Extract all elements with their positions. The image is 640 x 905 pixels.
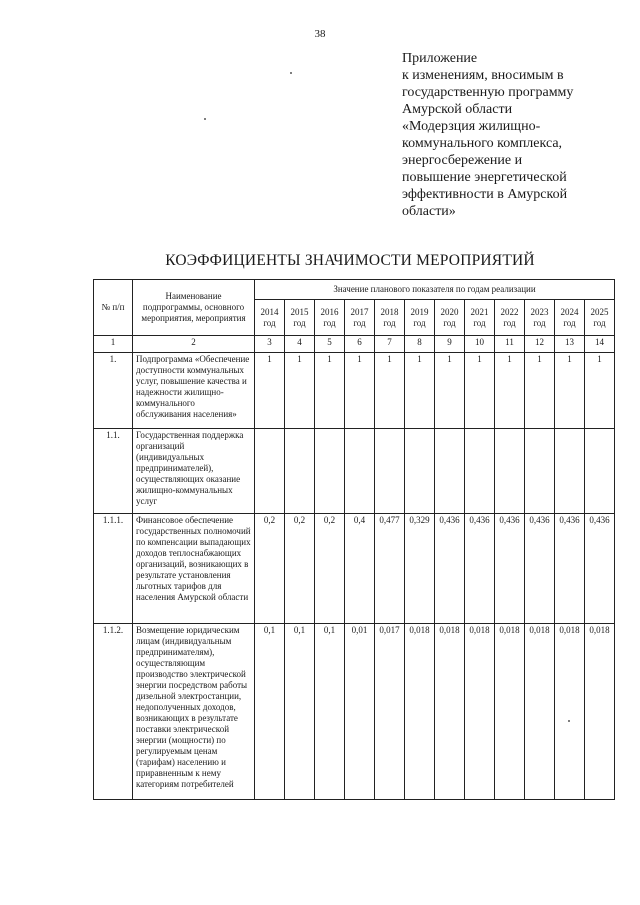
- value-cell: [495, 429, 525, 514]
- value-cell: 0,329: [405, 514, 435, 624]
- value-cell: [285, 429, 315, 514]
- value-cell: 0,1: [255, 624, 285, 800]
- value-cell: 0,436: [525, 514, 555, 624]
- year-header: 2016 год: [315, 300, 345, 336]
- appendix-line: энергосбережение и: [402, 153, 523, 168]
- table-row: [94, 429, 615, 514]
- value-cell: 0,018: [525, 624, 555, 800]
- year-header: 2021 год: [465, 300, 495, 336]
- index-cell: 12: [525, 336, 555, 353]
- value-cell: 0,1: [315, 624, 345, 800]
- table-row: [94, 514, 615, 624]
- value-cell: [375, 429, 405, 514]
- year-header: 2017 год: [345, 300, 375, 336]
- scan-speck: [290, 72, 292, 74]
- year-header: 2014 год: [255, 300, 285, 336]
- row-name: Возмещение юридическим лицам (индивидуальным предпринимателям), осуществляющим производство электрической энергии посредством работы дизельной электростанции, недополученных доходов, возникающих в результате поставки электрической энергии (мощности) по регулируемым ценам (тарифам) населению и приравненным к нему категориям потребителей: [133, 624, 255, 800]
- value-cell: [345, 429, 375, 514]
- value-cell: [405, 429, 435, 514]
- index-cell: 14: [585, 336, 615, 353]
- value-cell: 0,018: [405, 624, 435, 800]
- index-cell: 9: [435, 336, 465, 353]
- value-cell: 1: [375, 353, 405, 429]
- year-header: 2022 год: [495, 300, 525, 336]
- value-cell: 1: [555, 353, 585, 429]
- index-cell: 5: [315, 336, 345, 353]
- value-cell: [525, 429, 555, 514]
- value-cell: [585, 429, 615, 514]
- value-cell: 0,2: [315, 514, 345, 624]
- group-header: Значение планового показателя по годам реализации: [255, 280, 615, 300]
- row-number: 1.1.2.: [94, 624, 133, 800]
- value-cell: 0,2: [255, 514, 285, 624]
- index-cell: 13: [555, 336, 585, 353]
- appendix-block: [402, 50, 622, 220]
- value-cell: 0,018: [465, 624, 495, 800]
- index-cell: 10: [465, 336, 495, 353]
- index-cell: 8: [405, 336, 435, 353]
- value-cell: 1: [525, 353, 555, 429]
- value-cell: 0,01: [345, 624, 375, 800]
- row-name: Финансовое обеспечение государственных полномочий по компенсации выпадающих доходов теплоснабжающих организаций, возникающих в результате установления льготных тарифов для населения Амурской области: [133, 514, 255, 624]
- value-cell: 0,018: [585, 624, 615, 800]
- col-name-header: Наименование подпрограммы, основного мероприятия, мероприятия: [133, 280, 255, 336]
- year-header: 2019 год: [405, 300, 435, 336]
- value-cell: 0,018: [435, 624, 465, 800]
- index-cell: 7: [375, 336, 405, 353]
- value-cell: 0,018: [555, 624, 585, 800]
- value-cell: 1: [345, 353, 375, 429]
- appendix-line: «Модерзция жилищно-: [402, 119, 541, 134]
- col-num-header: № п/п: [94, 280, 133, 336]
- year-header: 2015 год: [285, 300, 315, 336]
- index-cell: 4: [285, 336, 315, 353]
- index-cell: 11: [495, 336, 525, 353]
- row-number: 1.1.1.: [94, 514, 133, 624]
- row-number: 1.: [94, 353, 133, 429]
- value-cell: 1: [405, 353, 435, 429]
- appendix-line: Приложение: [402, 51, 478, 66]
- value-cell: 0,436: [465, 514, 495, 624]
- page-number: 38: [314, 28, 326, 40]
- value-cell: 1: [585, 353, 615, 429]
- coefficients-table: [93, 279, 615, 800]
- appendix-line: к изменениям, вносимым в: [402, 68, 564, 83]
- value-cell: 1: [255, 353, 285, 429]
- table-row: [94, 624, 615, 800]
- value-cell: 0,436: [435, 514, 465, 624]
- value-cell: 0,018: [495, 624, 525, 800]
- appendix-line: коммунального комплекса,: [402, 136, 563, 151]
- appendix-line: области»: [402, 204, 456, 219]
- appendix-line: государственную программу: [402, 85, 574, 100]
- value-cell: 0,436: [495, 514, 525, 624]
- row-name: Государственная поддержка организаций (индивидуальных предпринимателей), осуществляющих оказание жилищно-коммунальных услуг: [133, 429, 255, 514]
- value-cell: 1: [465, 353, 495, 429]
- value-cell: 1: [495, 353, 525, 429]
- row-name: Подпрограмма «Обеспечение доступности коммунальных услуг, повышение качества и надежности жилищно-коммунального обслуживания населения»: [133, 353, 255, 429]
- value-cell: 0,2: [285, 514, 315, 624]
- index-cell: 6: [345, 336, 375, 353]
- scan-speck: [568, 720, 570, 722]
- value-cell: 1: [435, 353, 465, 429]
- value-cell: 1: [315, 353, 345, 429]
- value-cell: 0,017: [375, 624, 405, 800]
- value-cell: [255, 429, 285, 514]
- appendix-line: эффективности в Амурской: [402, 187, 568, 202]
- year-header: 2025 год: [585, 300, 615, 336]
- year-header: 2020 год: [435, 300, 465, 336]
- value-cell: 0,1: [285, 624, 315, 800]
- value-cell: 0,4: [345, 514, 375, 624]
- appendix-line: Амурской области: [402, 102, 513, 117]
- index-cell: 3: [255, 336, 285, 353]
- value-cell: [315, 429, 345, 514]
- index-row: [94, 336, 615, 353]
- value-cell: 1: [285, 353, 315, 429]
- index-cell: 2: [133, 336, 255, 353]
- appendix-line: повышение энергетической: [402, 170, 567, 185]
- year-header: 2018 год: [375, 300, 405, 336]
- value-cell: [435, 429, 465, 514]
- year-header: 2023 год: [525, 300, 555, 336]
- row-number: 1.1.: [94, 429, 133, 514]
- scan-speck: [204, 118, 206, 120]
- value-cell: [465, 429, 495, 514]
- document-title: КОЭФФИЦИЕНТЫ ЗНАЧИМОСТИ МЕРОПРИЯТИЙ: [165, 252, 535, 269]
- value-cell: 0,436: [585, 514, 615, 624]
- value-cell: [555, 429, 585, 514]
- index-cell: 1: [94, 336, 133, 353]
- table-row: [94, 353, 615, 429]
- year-header: 2024 год: [555, 300, 585, 336]
- value-cell: 0,436: [555, 514, 585, 624]
- value-cell: 0,477: [375, 514, 405, 624]
